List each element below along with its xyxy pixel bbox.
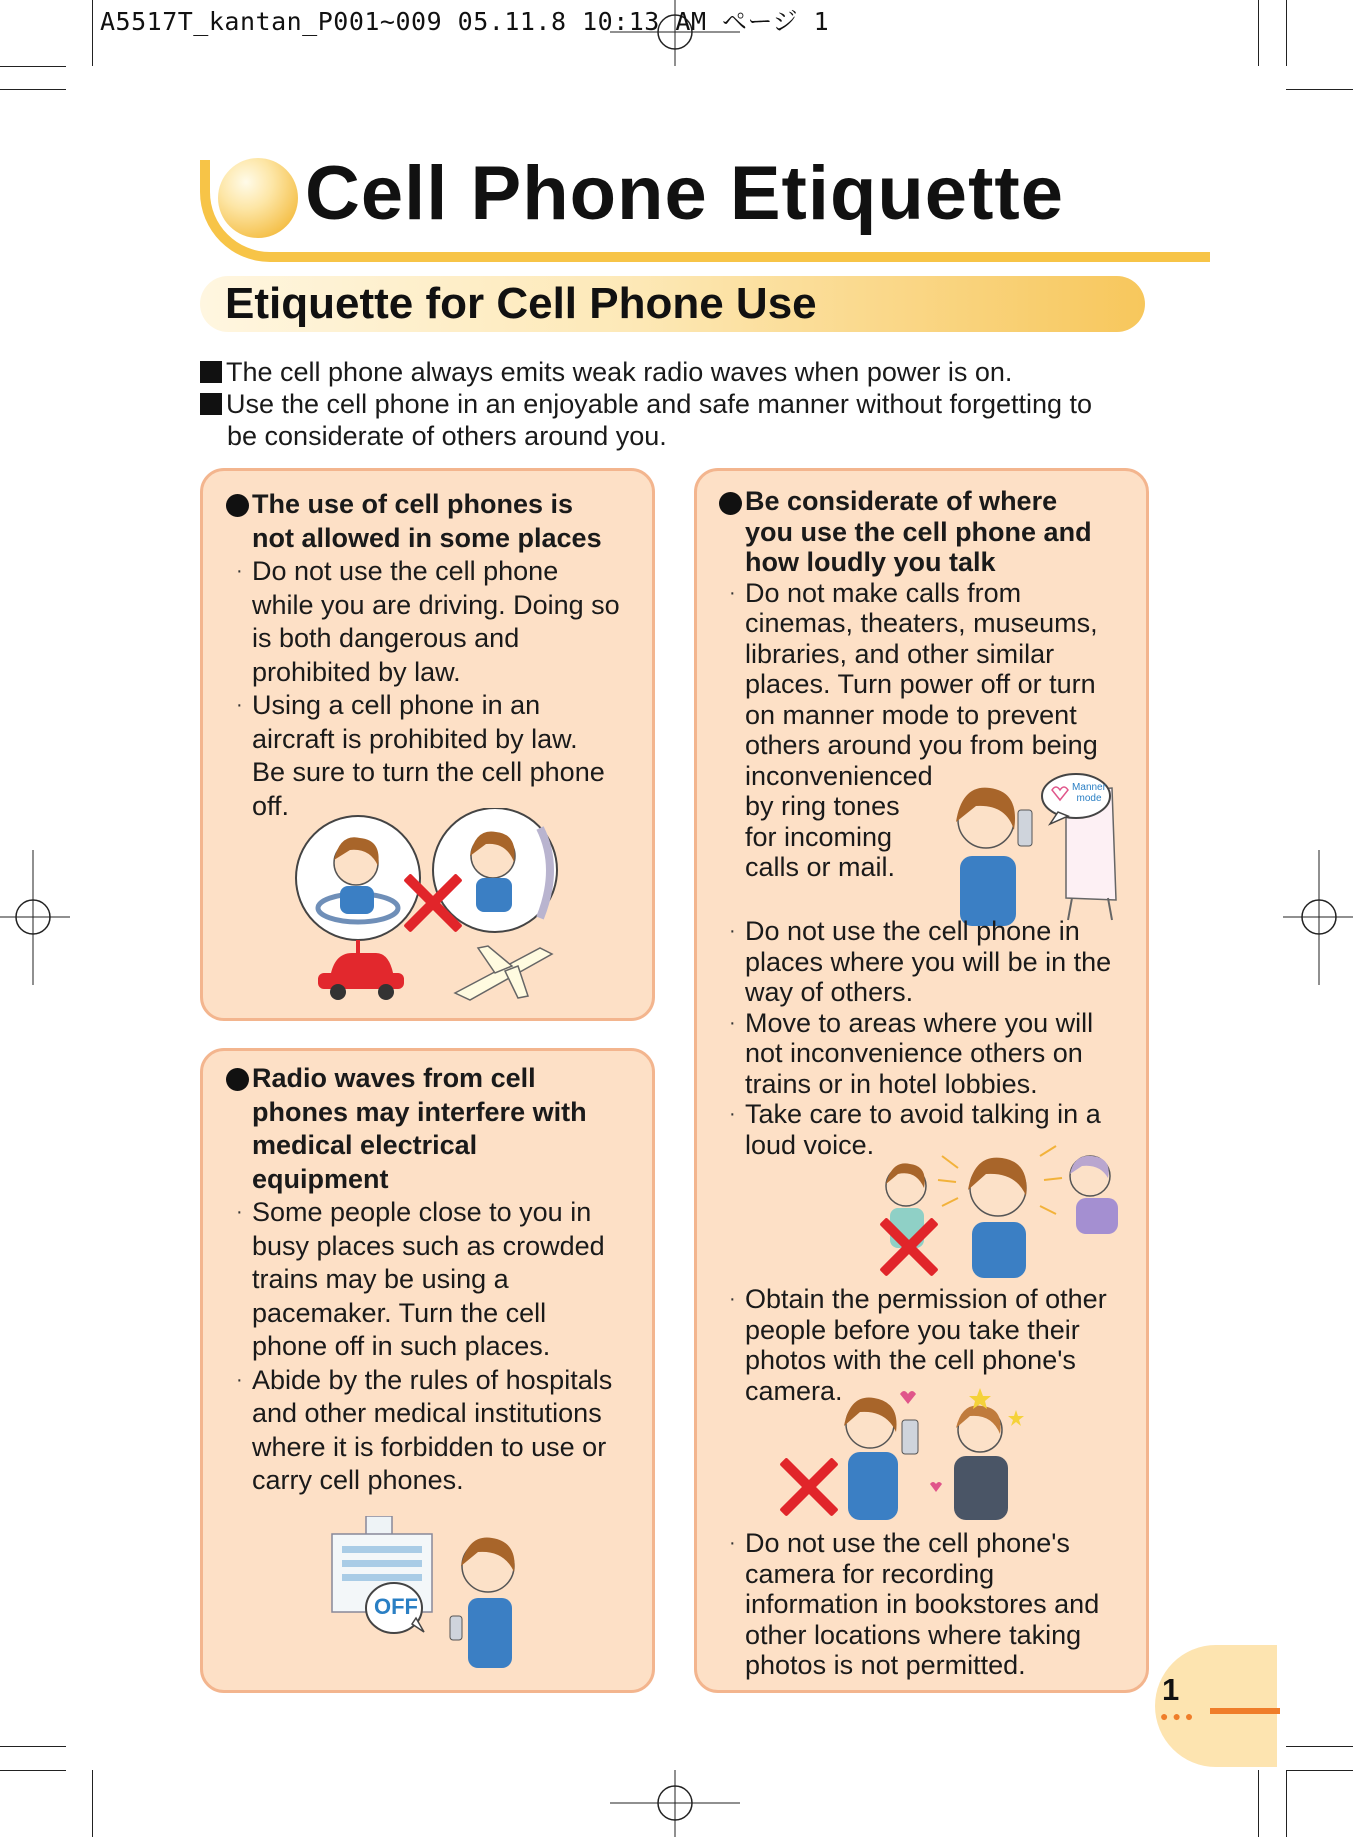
bullet-text: inconvenienced [745,760,933,791]
crop-mark [1286,1770,1287,1837]
bullet-text: way of others. [745,977,914,1007]
bullet-text: · Abide by the rules of hospitals [236,1364,613,1395]
crop-mark [0,66,66,67]
registration-mark-right [1283,850,1353,985]
bullet-text: · Do not use the cell phone's [729,1528,1070,1558]
bullet-text: · Do not use the cell phone in [729,916,1080,946]
crop-mark [1286,89,1353,90]
bullet-text: camera for recording [745,1558,995,1589]
bullet-text: for incoming [745,821,893,852]
crop-mark [0,1746,66,1747]
bullet-text: prohibited by law. [252,656,461,687]
bullet-text: not inconvenience others on [745,1038,1083,1068]
round-bullet-icon [719,492,742,515]
intro-line-3: be considerate of others around you. [227,421,667,451]
panel-title: equipment [252,1163,389,1194]
crop-mark [0,1770,66,1771]
print-header: A5517T_kantan_P001~009 05.11.8 10:13 AM ページ 1 [100,7,830,36]
bullet-text: camera. [745,1375,843,1406]
panel-title: not allowed in some places [252,522,602,553]
prohibited-x-icon [878,1216,940,1278]
bullet-text: libraries, and other similar [745,638,1055,669]
page-dots-decoration: ●●● [1160,1708,1198,1724]
square-bullet-icon [200,393,222,415]
crop-mark [1286,1770,1353,1771]
bullet-text: · Do not use the cell phone [236,556,559,586]
bullet-text: · Take care to avoid talking in a [729,1099,1101,1129]
crop-mark [1258,1770,1259,1837]
registration-mark-left [0,850,70,985]
bullet-text: pacemaker. Turn the cell [252,1297,547,1328]
page-title: Cell Phone Etiquette [305,151,1064,236]
hospital-illustration [328,1516,528,1676]
intro-line-2: Use the cell phone in an enjoyable and safe manner without forgetting to [200,389,1092,420]
bullet-text: cinemas, theaters, museums, [745,608,1098,638]
panel-not-allowed-text [236,488,647,823]
bullet-text: · Obtain the permission of other [729,1284,1107,1314]
registration-mark-bottom [600,1770,750,1837]
prohibited-x-icon [402,872,464,934]
round-bullet-icon [226,494,249,517]
prohibited-x-icon [778,1456,840,1518]
panel-title: medical electrical [252,1130,478,1160]
bullet-text: photos with the cell phone's [745,1345,1076,1375]
bullet-text: information in bookstores and [745,1589,1100,1619]
bullet-text: and other medical institutions [252,1398,602,1428]
bullet-text: trains or in hotel lobbies. [745,1068,1038,1099]
bullet-text: photos is not permitted. [745,1650,1026,1680]
panel-title: how loudly you talk [745,547,996,577]
round-bullet-icon [226,1068,249,1091]
manner-mode-label: Manner mode [1072,782,1106,804]
panel-radio-waves-text [236,1062,647,1498]
panel-title: Radio waves from cell [252,1062,647,1096]
panel-title: phones may interfere with [252,1096,587,1127]
crop-mark [1286,0,1287,66]
crop-mark [92,0,93,66]
bullet-text: people before you take their [745,1314,1080,1345]
bullet-text: others around you from being [745,730,1098,760]
bullet-text: · Using a cell phone in an [236,690,541,720]
panel-considerate-text-2 [729,916,1145,1160]
bullet-text: Be sure to turn the cell phone [252,757,605,787]
bullet-text: by ring tones [745,791,900,821]
bullet-text: aircraft is prohibited by law. [252,723,578,754]
crop-mark [0,89,66,90]
bullet-text: where it is forbidden to use or [252,1431,607,1462]
bullet-text: places where you will be in the [745,946,1112,977]
bullet-text: · Move to areas where you will [729,1007,1094,1038]
bullet-text: while you are driving. Doing so [252,589,620,620]
crop-mark [1258,0,1259,66]
panel-title: The use of cell phones is [252,488,647,522]
off-label: OFF [374,1594,418,1619]
bullet-text: places. Turn power off or turn [745,669,1096,699]
page-number: 1 [1162,1672,1180,1707]
bullet-text: · Some people close to you in [236,1197,592,1227]
bullet-text: on manner mode to prevent [745,699,1077,730]
panel-considerate-text-4 [729,1528,1145,1681]
bullet-text: busy places such as crowded [252,1230,605,1261]
section-title: Etiquette for Cell Phone Use [225,279,817,328]
intro-line-1: The cell phone always emits weak radio waves when power is on. [200,357,1012,388]
page-line-decoration [1210,1708,1280,1714]
bullet-text: loud voice. [745,1129,875,1160]
bullet-text: calls or mail. [745,852,896,882]
bullet-text: · Do not make calls from [729,577,1022,608]
crop-mark [1286,1746,1353,1747]
bullet-text: trains may be using a [252,1264,509,1294]
panel-title: Be considerate of where [745,486,1145,517]
bullet-text: carry cell phones. [252,1465,464,1495]
bullet-text: is both dangerous and [252,623,520,653]
square-bullet-icon [200,361,222,383]
crop-mark [92,1770,93,1837]
title-ball-icon [218,158,298,238]
taking-photo-illustration [830,1384,1030,1524]
panel-title: you use the cell phone and [745,516,1092,547]
bullet-text: other locations where taking [745,1619,1082,1650]
bullet-text: phone off in such places. [252,1331,551,1361]
bullet-text: off. [252,790,290,821]
